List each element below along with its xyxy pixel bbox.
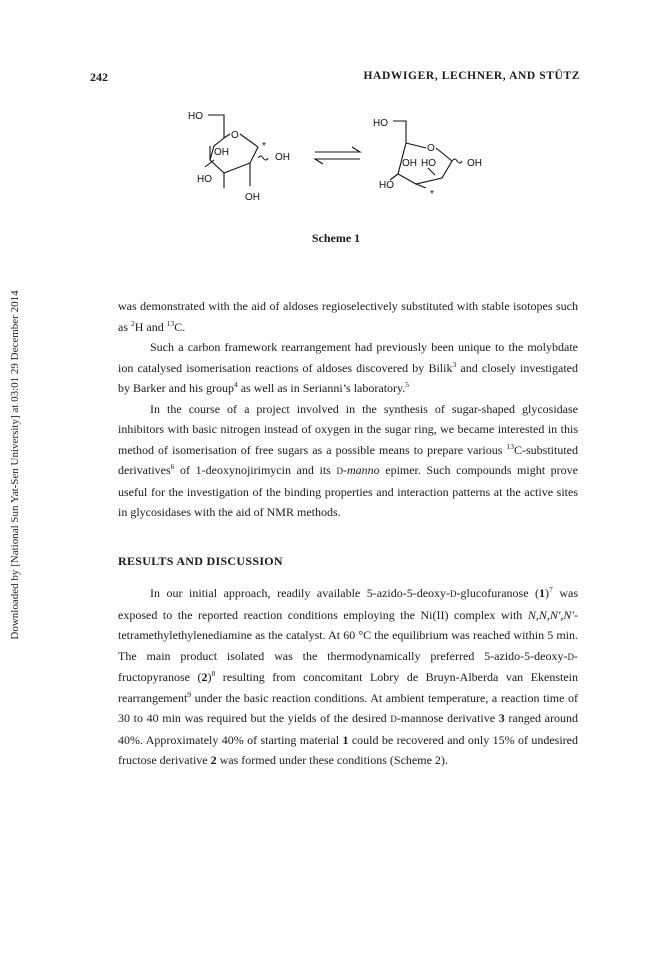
- scheme-1-figure: [170, 100, 520, 220]
- left-label-oh-ring: OH: [214, 147, 229, 158]
- left-label-ring-o: O: [231, 130, 239, 141]
- right-label-ho-bottom: HO: [379, 180, 394, 191]
- left-label-oh-bottom: OH: [245, 192, 260, 203]
- left-label-ho-bottom: HO: [197, 174, 212, 185]
- equilibrium-arrows: [315, 147, 360, 164]
- right-mannopyranose-structure: [390, 121, 452, 188]
- download-notice: [7, 230, 23, 700]
- running-header-authors: HADWIGER, LECHNER, AND STÜTZ: [363, 70, 580, 82]
- page-number: 242: [90, 70, 108, 84]
- left-wavy-bond: [258, 156, 268, 160]
- section-heading: RESULTS AND DISCUSSION: [118, 553, 283, 568]
- right-wavy-bond: [452, 159, 462, 163]
- right-label-ho-ring: HO: [421, 158, 436, 169]
- left-anomeric-star: *: [262, 141, 266, 152]
- left-label-ho-top: HO: [188, 111, 203, 122]
- paragraph-project: In the course of a project involved in the synthesis of sugar-shaped glycosidase inhibitors with basic nitrogen instead of oxygen in the sugar ring, we became interested in this method of isomerisation of free sugars as a possible means to prepare various $^{13}$C-substituted derivatives$^6$ of 1-deoxynojirimycin and its D-manno epimer. Such compounds might prove useful for the investigation of the binding properties and interaction patterns at the active sites in glycosidases with the aid of NMR methods.: [118, 401, 578, 519]
- right-label-ring-o: O: [427, 143, 435, 154]
- right-label-anomeric-oh: OH: [467, 158, 482, 169]
- paragraph-isotopes: was demonstrated with the aid of aldoses regioselectively substituted with stable isotopes such as $^2$H and $^{13}$C.: [118, 299, 578, 334]
- right-label-ho-top: HO: [373, 118, 388, 129]
- download-notice-text: Downloaded by [National Sun Yat-Sen University] at 03:01 29 December 2014: [9, 290, 21, 640]
- right-label-oh-ring: OH: [402, 158, 417, 169]
- article-body: [118, 296, 578, 771]
- right-anomeric-star: *: [430, 189, 434, 200]
- paragraph-molybdate: Such a carbon framework rearrangement had previously been unique to the molybdate ion catalysed isomerisation reactions of aldoses discovered by Bilik$^3$ and closely investigated by Barker and his group$^4$ as well as in Serianni’s laboratory.$^5$: [118, 340, 578, 395]
- scheme-caption: Scheme 1: [311, 231, 361, 245]
- left-glucopyranose-structure: [205, 115, 258, 188]
- paragraph-initial-approach: In our initial approach, readily available 5-azido-5-deoxy-D-glucofuranose $(1)^7$ was exposed to the reported reaction conditions employing the Ni(II) complex with N,N,N',N'-tetramethylethylenediamine as the catalyst. At 60 °C the equilibrium was reached within 5 min. The main product isolated was the thermodynamically preferred 5-azido-5-deoxy-D-fructopyranose $(2)^8$ resulting from concomitant Lobry de Bruyn-Alberda van Ekenstein rearrangement$^9$ under the basic reaction conditions. At ambient temperature, a reaction time of 30 to 40 min was required but the yields of the desired D-mannose derivative 3 ranged around 40%. Approximately 40% of starting material 1 could be recovered and only 15% of undesired fructose derivative 2 was formed under these conditions (Scheme 2).: [118, 585, 579, 767]
- left-label-anomeric-oh: OH: [275, 152, 290, 163]
